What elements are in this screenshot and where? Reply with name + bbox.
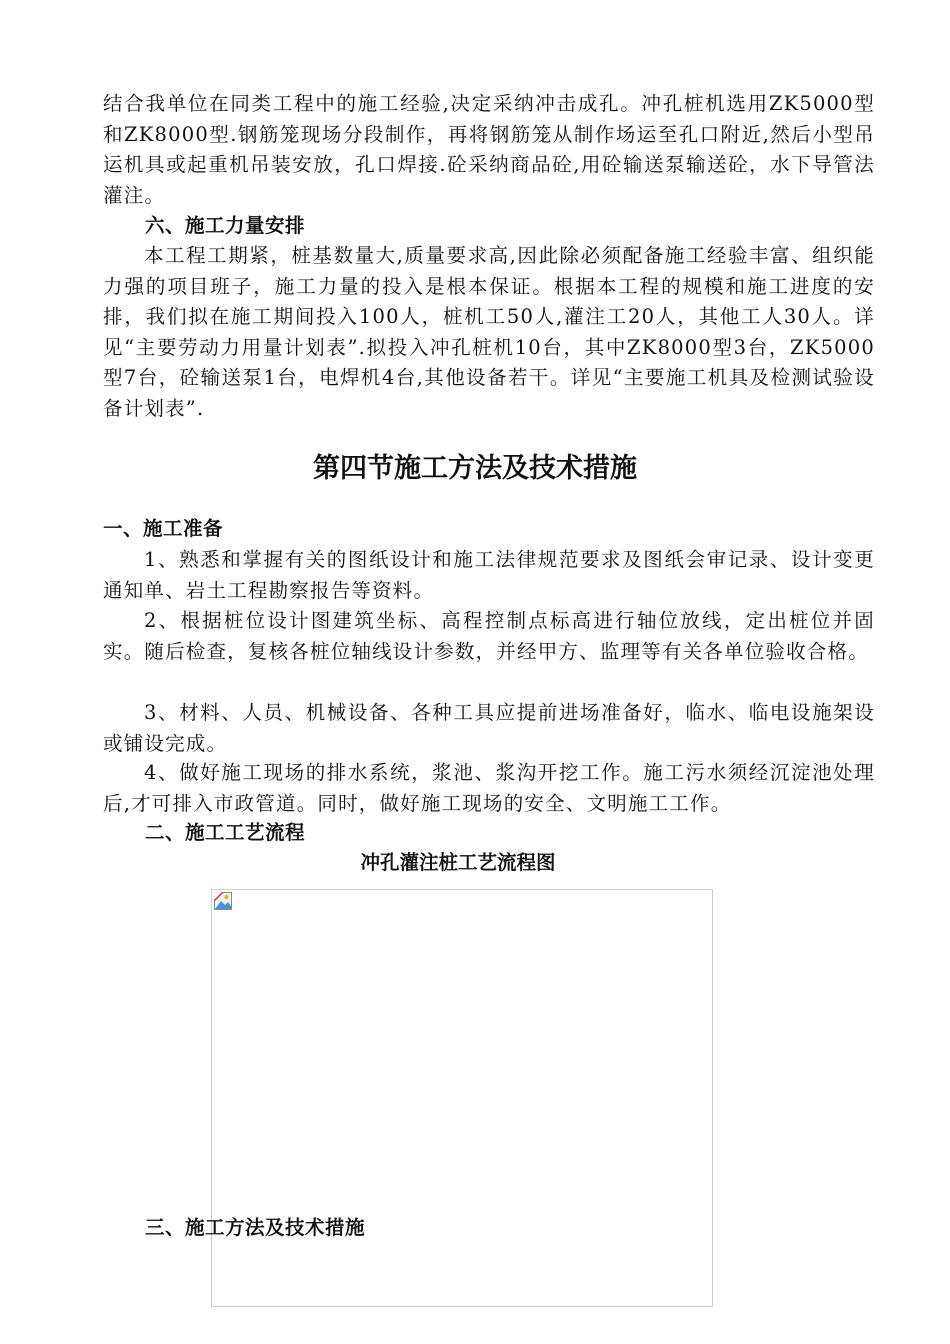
paragraph-drilling-method: 结合我单位在同类工程中的施工经验,决定采纳冲击成孔。冲孔桩机选用ZK5000型和ZK8000型.钢筋笼现场分段制作，再将钢筋笼从制作场运至孔口附近,然后小型吊运机具或起重机吊装安放，孔口焊接.砼采纳商品砼,用砼输送泵输送砼，水下导管法灌注。 bbox=[103, 92, 875, 207]
heading-preparation: 一、施工准备 bbox=[103, 517, 224, 540]
figure-caption: 冲孔灌注桩工艺流程图 bbox=[360, 851, 556, 874]
broken-image-icon bbox=[214, 892, 232, 910]
heading-process-flow: 二、施工工艺流程 bbox=[145, 821, 306, 844]
flowchart-image-placeholder bbox=[211, 889, 713, 1307]
preparation-item-2: 2、根据桩位设计图建筑坐标、高程控制点标高进行轴位放线，定出桩位并固实。随后检查，复核各桩位轴线设计参数，并经甲方、监理等有关各单位验收合格。 bbox=[103, 609, 875, 663]
paragraph-construction-force: 本工程工期紧，桩基数量大,质量要求高,因此除必须配备施工经验丰富、组织能力强的项目班子，施工力量的投入是根本保证。根据本工程的规模和施工进度的安排，我们拟在施工期间投入100人，桩机工50人,灌注工20人，其他工人30人。详见“主要劳动力用量计划表”.拟投入冲孔桩机10台，其中ZK8000型3台，ZK5000型7台，砼输送泵1台，电焊机4台,其他设备若干。详见“主要施工机具及检测试验设备计划表”. bbox=[103, 244, 875, 420]
preparation-item-4: 4、做好施工现场的排水系统，浆池、浆沟开挖工作。施工污水须经沉淀池处理后,才可排入市政管道。同时，做好施工现场的安全、文明施工工作。 bbox=[103, 761, 875, 815]
section-title: 第四节施工方法及技术措施 bbox=[313, 453, 637, 484]
heading-methods-measures: 三、施工方法及技术措施 bbox=[145, 1216, 366, 1239]
preparation-item-1: 1、熟悉和掌握有关的图纸设计和施工法律规范要求及图纸会审记录、设计变更通知单、岩土工程勘察报告等资料。 bbox=[103, 548, 875, 602]
heading-construction-force: 六、施工力量安排 bbox=[145, 214, 306, 237]
preparation-item-3: 3、材料、人员、机械设备、各种工具应提前进场准备好，临水、临电设施架设或铺设完成。 bbox=[103, 701, 875, 755]
